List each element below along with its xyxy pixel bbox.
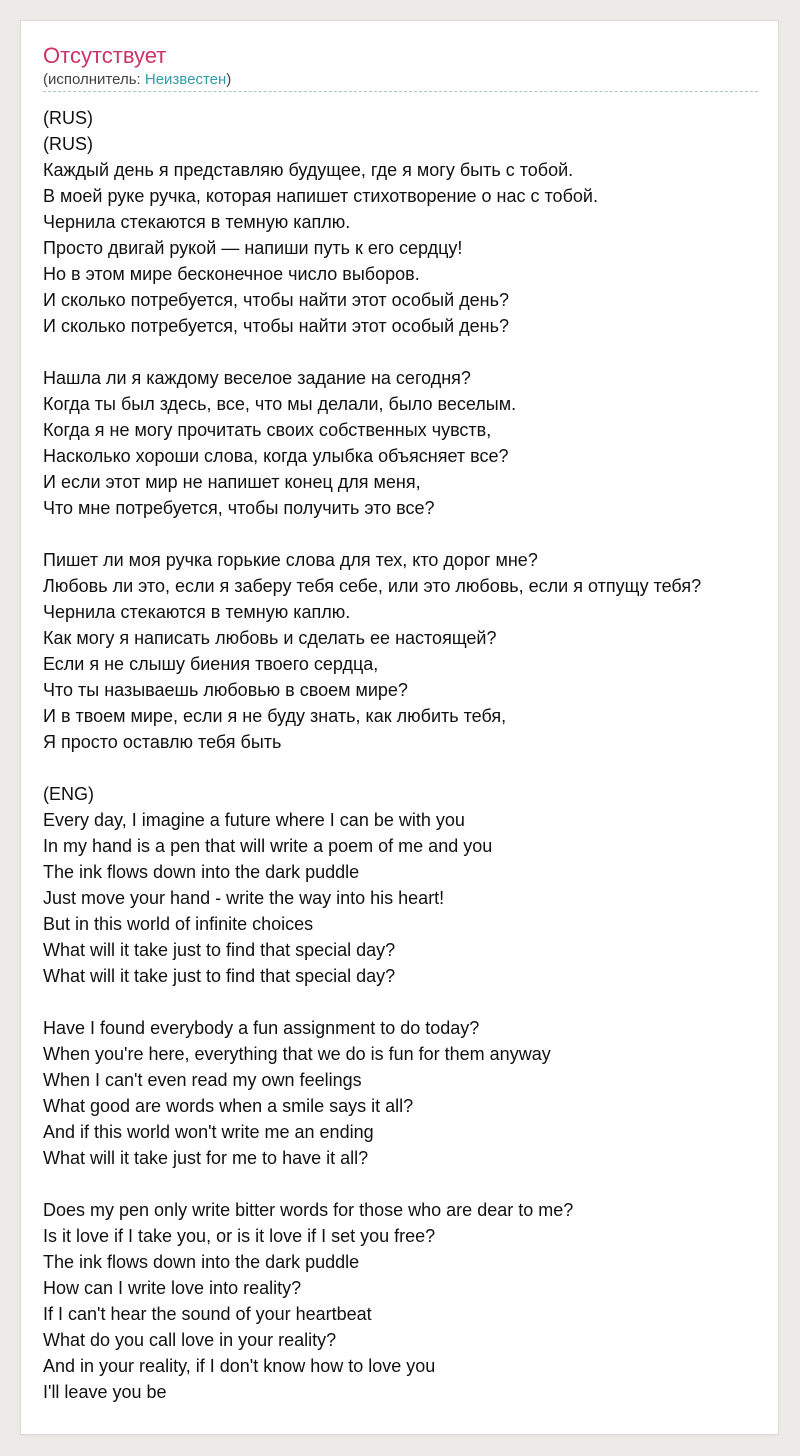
lyric-line: Что ты называешь любовью в своем мире? <box>43 680 408 700</box>
lyrics-text <box>43 105 778 1405</box>
lyric-line: I'll leave you be <box>43 1382 167 1402</box>
lyric-line: Но в этом мире бесконечное число выборов. <box>43 264 420 284</box>
lyric-line: Каждый день я представляю будущее, где я могу быть с тобой. <box>43 160 574 180</box>
lyric-line: Пишет ли моя ручка горькие слова для тех, кто дорог мне? <box>43 550 538 570</box>
lyric-line: And in your reality, if I don't know how to love you <box>43 1356 436 1376</box>
lyric-line: Любовь ли это, если я заберу тебя себе, или это любовь, если я отпущу тебя? <box>43 576 702 596</box>
stanza-break <box>43 989 778 1015</box>
lyric-line: Как могу я написать любовь и сделать ее настоящей? <box>43 628 497 648</box>
lyric-line: What do you call love in your reality? <box>43 1330 337 1350</box>
artist-suffix: ) <box>226 71 232 88</box>
header-divider <box>43 91 758 92</box>
lyric-line: Насколько хороши слова, когда улыбка объясняет все? <box>43 446 509 466</box>
lyric-line: What good are words when a smile says it all? <box>43 1096 414 1116</box>
lyric-line: If I can't hear the sound of your heartbeat <box>43 1304 372 1324</box>
lyric-line: (ENG) <box>43 784 94 804</box>
lyric-line: И сколько потребуется, чтобы найти этот особый день? <box>43 316 509 336</box>
lyric-line: Когда я не могу прочитать своих собственных чувств, <box>43 420 492 440</box>
lyric-line: What will it take just to find that special day? <box>43 940 396 960</box>
lyric-line: И в твоем мире, если я не буду знать, как любить тебя, <box>43 706 507 726</box>
lyric-line: В моей руке ручка, которая напишет стихотворение о нас с тобой. <box>43 186 598 206</box>
lyric-line: Have I found everybody a fun assignment to do today? <box>43 1018 480 1038</box>
stanza-break <box>43 339 778 365</box>
artist-line <box>43 70 758 90</box>
lyric-line: And if this world won't write me an ending <box>43 1122 374 1142</box>
lyric-line: What will it take just for me to have it all? <box>43 1148 369 1168</box>
lyric-line: Нашла ли я каждому веселое задание на сегодня? <box>43 368 471 388</box>
lyrics-page <box>21 21 778 1434</box>
lyric-line: Просто двигай рукой — напиши путь к его сердцу! <box>43 238 463 258</box>
lyric-line: И сколько потребуется, чтобы найти этот особый день? <box>43 290 509 310</box>
lyric-line: (RUS) <box>43 108 93 128</box>
lyric-line: Does my pen only write bitter words for those who are dear to me? <box>43 1200 574 1220</box>
lyric-line: What will it take just to find that special day? <box>43 966 396 986</box>
lyric-line: When you're here, everything that we do is fun for them anyway <box>43 1044 551 1064</box>
lyric-line: Я просто оставлю тебя быть <box>43 732 282 752</box>
lyric-line: Чернила стекаются в темную каплю. <box>43 212 351 232</box>
lyric-line: Just move your hand - write the way into his heart! <box>43 888 445 908</box>
lyric-line: Чернила стекаются в темную каплю. <box>43 602 351 622</box>
artist-prefix: (исполнитель: <box>43 71 145 88</box>
lyric-line: When I can't even read my own feelings <box>43 1070 362 1090</box>
lyric-line: Что мне потребуется, чтобы получить это все? <box>43 498 435 518</box>
lyric-line: In my hand is a pen that will write a poem of me and you <box>43 836 493 856</box>
lyric-line: Is it love if I take you, or is it love if I set you free? <box>43 1226 436 1246</box>
lyric-line: Если я не слышу биения твоего сердца, <box>43 654 379 674</box>
lyric-line: The ink flows down into the dark puddle <box>43 862 360 882</box>
lyric-line: How can I write love into reality? <box>43 1278 302 1298</box>
lyric-line: И если этот мир не напишет конец для меня, <box>43 472 421 492</box>
stanza-break <box>43 521 778 547</box>
song-header <box>43 43 758 92</box>
lyric-line: Когда ты был здесь, все, что мы делали, было веселым. <box>43 394 517 414</box>
lyric-line: The ink flows down into the dark puddle <box>43 1252 360 1272</box>
artist-link[interactable]: Неизвестен <box>144 71 227 88</box>
song-title: Отсутствует <box>43 43 167 68</box>
lyric-line: Every day, I imagine a future where I can be with you <box>43 810 465 830</box>
lyric-line: But in this world of infinite choices <box>43 914 314 934</box>
lyric-line: (RUS) <box>43 134 93 154</box>
stanza-break <box>43 755 778 781</box>
stanza-break <box>43 1171 778 1197</box>
